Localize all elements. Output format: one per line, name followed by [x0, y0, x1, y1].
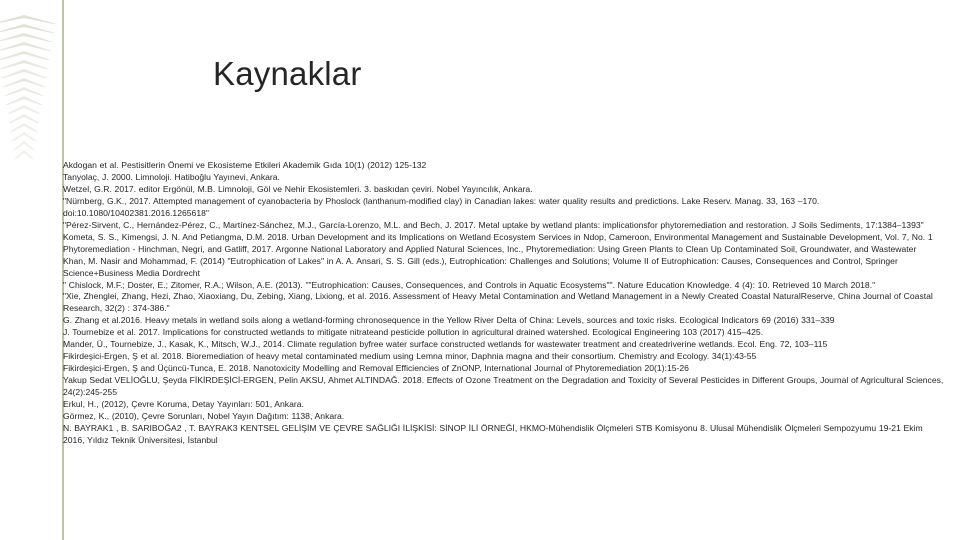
reference-item: N. BAYRAK1 , B. SARIBOĞA2 , T. BAYRAK3 KENTSEL GELİŞİM VE ÇEVRE SAĞLIĞI İLİŞKİSİ: SİNOP İLİ ÖRNEĞİ, HKMO-Mühendislik Ölçmeleri STB Komisyonu 8. Ulusal Mühendislik Ölçmeleri Sempozyumu 19-21 Ekim 2016, Yıldız Teknik Üniversitesi, İstanbul — [63, 422, 923, 445]
reference-item: "Pérez-Sirvent, C., Hernández-Pérez, C., Martínez-Sánchez, M.J., García-Lorenzo, M.L. and Bech, J. 2017. Metal uptake by wetland plants: implicationsfor phytoremediation and restoration. J Soils Sediments, 17:1384–1393" — [63, 219, 924, 230]
arrow-shape — [13, 141, 36, 150]
arrow-shape — [0, 60, 49, 69]
arrow-shape — [0, 51, 51, 60]
arrow-shape — [5, 96, 43, 105]
reference-item: Fikirdeşici-Ergen, Ş and Üçüncü-Tunca, E. 2018. Nanotoxicity Modelling and Removal Efficiencies of ZnONP, International Journal of Phytoremediation 20(1):15-26 — [63, 363, 689, 374]
arrow-shape — [4, 87, 45, 96]
reference-item: "Xie, Zhenglei, Zhang, Hezi, Zhao, Xiaoxiang, Du, Zebing, Xiang, Lixiong, et al. 2016. Assessment of Heavy Metal Contamination and Wetland Management in a Newly Created Coastal NaturalReserve, China Journal of Coastal Research, 32(2) : 374-386." — [63, 291, 933, 314]
reference-item: Mander, Ü., Tournebize, J., Kasak, K., Mitsch, W.J., 2014. Climate regulation byfree water surface constructed wetlands for wastewater treatment and createdriverine wetlands. Ecol. Eng. 72, 103–115 — [63, 339, 828, 350]
arrows-icon — [0, 15, 57, 159]
arrow-shape — [10, 123, 39, 132]
reference-item: J. Tournebize et al. 2017. Implications for constructed wetlands to mitigate nitrateand pesticide pollution in agricultural drained watershed. Ecological Engineering 103 (2017) 415–425. — [63, 327, 764, 338]
arrow-shape — [2, 78, 46, 87]
reference-item: Phytoremediation - Hinchman, Negri, and Gatliff, 2017. Argonne National Laboratory and Applied Natural Sciences, Inc., Phytoremediation: Using Green Plants to Clean Up Contaminated Soil, Groundwater, and Wastewater — [63, 243, 917, 254]
reference-item: Yakup Sedat VELİOĞLU, Şeyda FİKİRDEŞİCİ-ERGEN, Pelin AKSU, Ahmet ALTINDAĞ. 2018. Effects of Ozone Treatment on the Degradation and Toxicity of Several Pesticides in Different Groups, Journal of Agricultural Sciences, 24(2):245-255 — [63, 375, 944, 398]
reference-item: " Chislock, M.F.; Doster, E.; Zitomer, R.A.; Wilson, A.E. (2013). ""Eutrophication: Causes, Consequences, and Controls in Aquatic Ecosystems"". Nature Education Knowledge. 4 (4): 10. Retrieved 10 March 2018." — [63, 279, 876, 290]
reference-item: Görmez, K., (2010), Çevre Sorunları, Nobel Yayın Dağıtım: 1138, Ankara. — [63, 411, 345, 422]
arrow-shape — [1, 69, 48, 78]
reference-item: Kometa, S. S., Kimengsi, J. N. And Petiangma, D.M. 2018. Urban Development and its Implications on Wetland Ecosystem Services in Ndop, Cameroon, Environmental Management and Sustainable Development, Vol. 7, No. 1 — [63, 231, 933, 242]
arrow-shape — [14, 150, 34, 159]
arrow-shape — [7, 105, 42, 114]
reference-item: Wetzel, G.R. 2017. editor Ergönül, M.B. Limnoloji, Göl ve Nehir Ekosistemleri. 3. baskıdan çeviri. Nobel Yayıncılık, Ankara. — [63, 183, 533, 194]
reference-item: Fikirdeşici-Ergen, Ş et al. 2018. Bioremediation of heavy metal contaminated medium using Lemna minor, Daphnia magna and their consortium. Chemistry and Ecology. 34(1):43-55 — [63, 351, 757, 362]
reference-item: Tanyolaç, J. 2000. Limnoloji. Hatiboğlu Yayınevi, Ankara. — [63, 171, 280, 182]
arrow-shape — [11, 132, 37, 141]
arrow-shape — [0, 33, 54, 42]
reference-item: Erkul, H., (2012), Çevre Koruma, Detay Yayınları: 501, Ankara. — [63, 399, 304, 410]
arrow-shape — [0, 24, 55, 33]
arrow-shape — [8, 114, 40, 123]
references-list — [63, 160, 945, 447]
arrow-shape — [0, 42, 52, 51]
reference-item: Khan, M. Nasir and Mohammad, F. (2014) "Eutrophication of Lakes" in A. A. Ansari, S. S. Gill (eds.), Eutrophication: Challenges and Solutions; Volume II of Eutrophication: Causes, Consequences and Control, Springer Science+Business Media Dordrecht — [63, 255, 898, 278]
reference-item: "Nürnberg, G.K., 2017. Attempted management of cyanobacteria by Phoslock (lanthanum-modified clay) in Canadian lakes: water quality results and predictions. Lake Reserv. Manag. 33, 163 –170. doi:10.1080/10402381.2016.1265618" — [63, 195, 820, 218]
arrow-shape — [0, 15, 57, 24]
reference-item: Akdogan et al. Pestisitlerin Önemi ve Ekosisteme Etkileri Akademik Gıda 10(1) (2012) 125-132 — [63, 160, 427, 170]
slide-title: Kaynaklar — [213, 55, 362, 92]
reference-item: G. Zhang et al.2016. Heavy metals in wetland soils along a wetland-forming chronosequence in the Yellow River Delta of China: Levels, sources and toxic risks. Ecological Indicators 69 (2016) 331–339 — [63, 315, 835, 326]
